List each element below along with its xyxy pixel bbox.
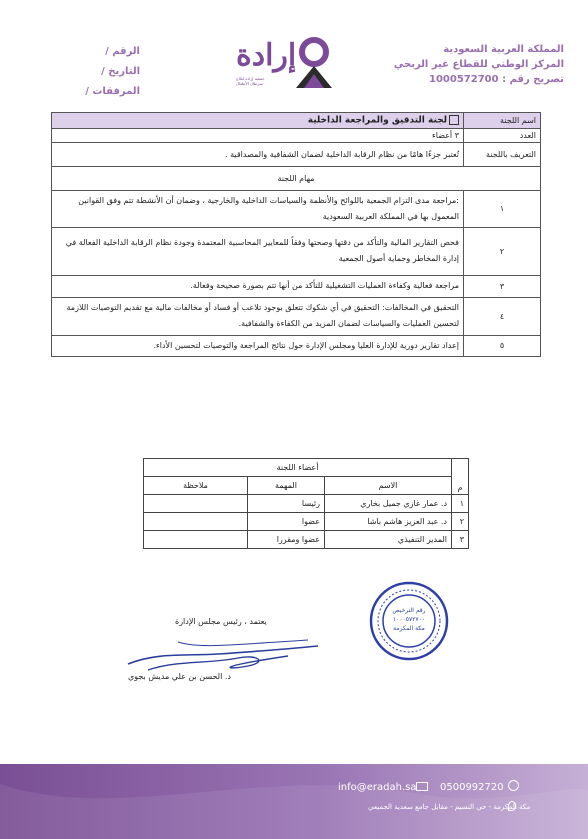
task-text: إعداد تقارير دورية للإدارة العليا ومجلس الإدارة حول نتائج المراجعة والتوصيات لتحسين الأداء.: [52, 335, 464, 356]
definition-row: [52, 142, 541, 166]
task-text: فحص التقارير المالية والتأكد من دقتها وصحتها وفقاً للمعايير المحاسبية المعتمدة وجودة نظام الرقابة الداخلية الفعالة في إدارة المخاطر وحماية أصول الجمعية: [52, 227, 464, 275]
org-line: المملكة العربية السعودية: [443, 44, 564, 55]
committee-table: [51, 112, 541, 357]
member-row: [144, 531, 469, 549]
task-row: [52, 297, 541, 335]
org-header: [394, 42, 564, 87]
location-icon: [508, 801, 516, 811]
members-header-row: [144, 459, 469, 477]
members-col-header-row: [144, 477, 469, 495]
tasks-title: مهام اللجنة: [52, 166, 541, 190]
members-col-note: ملاحظة: [144, 477, 248, 495]
member-role: عضوا ومقررا: [248, 531, 325, 549]
task-row: [52, 227, 541, 275]
ref-number-label: الرقم /: [105, 46, 140, 57]
stamp-line: رقم الترخيص: [392, 607, 426, 614]
official-stamp: [368, 580, 450, 662]
task-text: :مراجعة مدى التزام الجمعية باللوائح والأنظمة والسياسات الداخلية والخارجية ، وضمان أن الأنشطة تتم وفق القوانين المعمول بها في المملكة العربية السعودية: [52, 190, 464, 227]
member-index: ٢: [452, 513, 469, 531]
task-number: ٢: [464, 227, 541, 275]
member-name: د. عمار غازي جميل بخاري: [325, 495, 452, 513]
members-col-role: المهمة: [248, 477, 325, 495]
footer-address: مكة المكرمة - حي النسيم - مقابل جامع سعدية الجميعي: [368, 803, 531, 811]
task-number: ٣: [464, 275, 541, 297]
task-text: مراجعة فعالية وكفاءة العمليات التشغيلية للتأكد من أنها تتم بصورة صحيحة وفعالة.: [52, 275, 464, 297]
stamp-line: ١٠٠٠٥٧٢٧٠٠: [392, 616, 426, 623]
checkbox-icon: [449, 115, 459, 125]
member-role: رئيسا: [248, 495, 325, 513]
task-row: [52, 275, 541, 297]
logo: [236, 36, 346, 92]
task-number: ٥: [464, 335, 541, 356]
definition-value: تُعتبر جزءًا هامًا من نظام الرقابة الداخلية لضمان الشفافية والمصداقية .: [52, 142, 464, 166]
task-text: التحقيق في المخالفات: التحقيق في أي شكوك تتعلق بوجود تلاعب أو فساد أو مخالفات مالية مع تقديم التوصيات اللازمة لتحسين العمليات والسياسات لضمان المزيد من الكفاءة والشفافية.: [52, 297, 464, 335]
org-line: المركز الوطني للقطاع غير الربحي: [393, 59, 564, 70]
logo-subtitle: جمعية إرادة لعلاج سرطان الأطفال: [236, 76, 265, 86]
stamp-line: مكة المكرمة: [393, 625, 425, 632]
footer-band: [0, 764, 588, 839]
members-table: [143, 458, 469, 549]
member-row: [144, 513, 469, 531]
committee-name-value: [52, 113, 464, 129]
member-index: ١: [452, 495, 469, 513]
member-name: المدير التنفيذي: [325, 531, 452, 549]
count-label: العدد: [464, 128, 541, 142]
ref-date-label: التاريخ /: [101, 66, 140, 77]
member-role: عضوا: [248, 513, 325, 531]
task-row: [52, 190, 541, 227]
task-number: ٤: [464, 297, 541, 335]
reference-fields: [50, 42, 140, 102]
org-line: تصريح رقم : 1000572700: [429, 74, 564, 85]
ref-attachments-label: المرفقات /: [85, 86, 140, 97]
signer-name: د. الحسن بن علي مديش بجوي: [128, 672, 231, 681]
footer-email[interactable]: info@eradah.sa: [338, 782, 417, 793]
members-title: أعضاء اللجنة: [144, 459, 452, 477]
member-row: [144, 495, 469, 513]
task-number: ١: [464, 190, 541, 227]
logo-word: إرادة: [236, 38, 297, 73]
count-row: [52, 128, 541, 142]
definition-label: التعريف باللجنة: [464, 142, 541, 166]
committee-name-label: اسم اللجنة: [464, 113, 541, 129]
task-row: [52, 335, 541, 356]
member-note: [144, 495, 248, 513]
committee-name-row: [52, 113, 541, 129]
members-col-m: م: [452, 459, 469, 495]
member-index: ٣: [452, 531, 469, 549]
footer-phone[interactable]: 0500992720: [440, 782, 504, 793]
stamp-inner: [384, 606, 434, 633]
approval-text: يعتمد ، رئيس مجلس الإدارة: [175, 617, 267, 626]
count-value: ٣ أعضاء: [52, 128, 464, 142]
tasks-title-row: [52, 166, 541, 190]
committee-name-text: لجنة التدقيق والمراجعة الداخلية: [307, 115, 447, 126]
phone-icon: [508, 780, 519, 791]
members-col-name: الاسم: [325, 477, 452, 495]
member-name: د. عبد العزيز هاشم باشا: [325, 513, 452, 531]
email-icon: [416, 782, 428, 791]
member-note: [144, 513, 248, 531]
member-note: [144, 531, 248, 549]
